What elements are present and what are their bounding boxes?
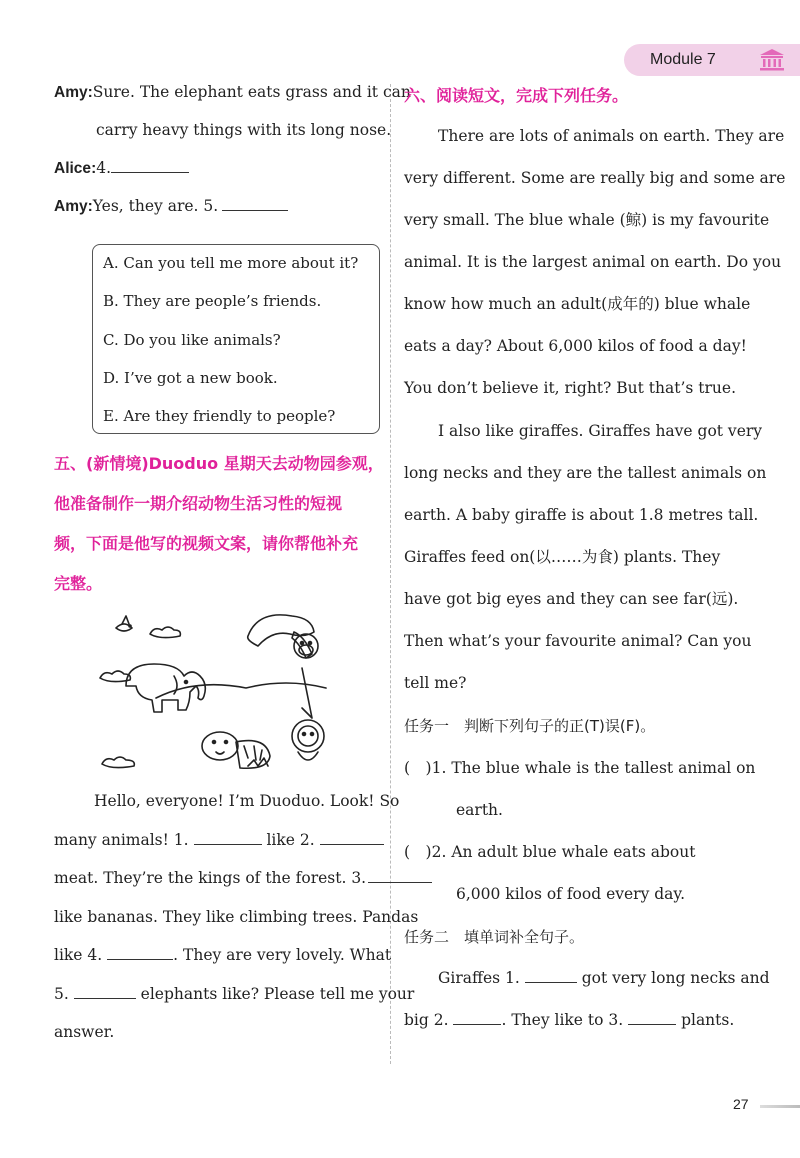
module-tab [624,44,800,76]
dialogue-line: Amy:Sure. The elephant eats grass and it can [54,83,411,101]
passage-line: 5. elephants like? Please tell me your [54,982,414,1006]
reading-line: You don’t believe it, right? But that’s true. [404,379,737,397]
lion-icon [292,720,324,760]
task2-line: big 2. . They like to 3. plants. [404,1008,734,1032]
answer-blank[interactable] [74,982,136,999]
reading-line: very small. The blue whale (鲸) is my favourite [404,211,770,229]
reading-line: Giraffes feed on(以……为食) plants. They [404,548,721,566]
bird-icon [116,616,132,631]
answer-blank[interactable] [453,1008,501,1025]
answer-paren[interactable]: ( ) [404,759,432,777]
section5-title-line: 他准备制作一期介绍动物生活习性的短视 [54,494,343,513]
answer-blank[interactable] [368,866,432,883]
section5-title-line: 五、(新情境)Duoduo 星期天去动物园参观， [54,454,384,473]
page-number: 27 [733,1096,749,1112]
option-item: E. Are they friendly to people? [103,407,336,425]
task1-item-cont: 6,000 kilos of food every day. [456,885,686,903]
passage-line: meat. They’re the kings of the forest. 3. [54,866,432,890]
option-item: D. I’ve got a new book. [103,369,278,387]
options-box [92,244,380,434]
passage-line: like bananas. They like climbing trees. Pandas [54,908,419,926]
answer-blank[interactable] [194,828,262,845]
elephant-icon [126,664,205,712]
option-item: C. Do you like animals? [103,331,281,349]
option-item: B. They are people’s friends. [103,292,322,310]
page-number-decoration [760,1105,800,1108]
reading-line: long necks and they are the tallest animals on [404,464,767,482]
task1-item: ( )2. An adult blue whale eats about [404,843,696,861]
passage-line: like 4. . They are very lovely. What [54,943,391,967]
task1-item: ( )1. The blue whale is the tallest animal on [404,759,756,777]
answer-paren[interactable]: ( ) [404,843,432,861]
answer-blank[interactable] [320,828,384,845]
dialogue-line: Amy:Yes, they are. 5. [54,194,288,219]
answer-blank[interactable] [111,156,189,173]
reading-line: earth. A baby giraffe is about 1.8 metres tall. [404,506,759,524]
dialogue-line: carry heavy things with its long nose. [96,121,392,139]
section5-title-line: 完整。 [54,574,103,593]
reading-line: very different. Some are really big and some are [404,169,786,187]
answer-blank[interactable] [107,943,173,960]
option-item: A. Can you tell me more about it? [103,254,359,272]
task2-title: 任务二 填单词补全句子。 [404,928,585,946]
answer-blank[interactable] [628,1008,676,1025]
passage-line: many animals! 1. like 2. [54,828,384,852]
passage-line: Hello, everyone! I’m Duoduo. Look! So [94,792,400,810]
task1-item-cont: earth. [456,801,503,819]
dialogue-line: Alice:4. [54,156,189,181]
task2-line: Giraffes 1. got very long necks and [438,966,770,990]
monkey-icon [294,634,318,658]
reading-line: eats a day? About 6,000 kilos of food a day! [404,337,747,355]
section6-title: 六、阅读短文，完成下列任务。 [404,86,629,105]
reading-line: There are lots of animals on earth. They are [438,127,785,145]
passage-line: answer. [54,1023,115,1041]
reading-line: animal. It is the largest animal on earth. Do you [404,253,782,271]
answer-blank[interactable] [525,966,577,983]
reading-line: I also like giraffes. Giraffes have got very [438,422,763,440]
answer-blank[interactable] [222,194,288,211]
module-label: Module 7 [650,51,716,68]
zoo-illustration [98,606,338,776]
section5-title-line: 频，下面是他写的视频文案，请你帮他补充 [54,534,359,553]
temple-icon [758,48,786,72]
reading-line: know how much an adult(成年的) blue whale [404,295,751,313]
reading-line: have got big eyes and they can see far(远). [404,590,739,608]
reading-line: tell me? [404,674,467,692]
reading-line: Then what’s your favourite animal? Can you [404,632,752,650]
task1-title: 任务一 判断下列句子的正(T)误(F)。 [404,717,656,735]
